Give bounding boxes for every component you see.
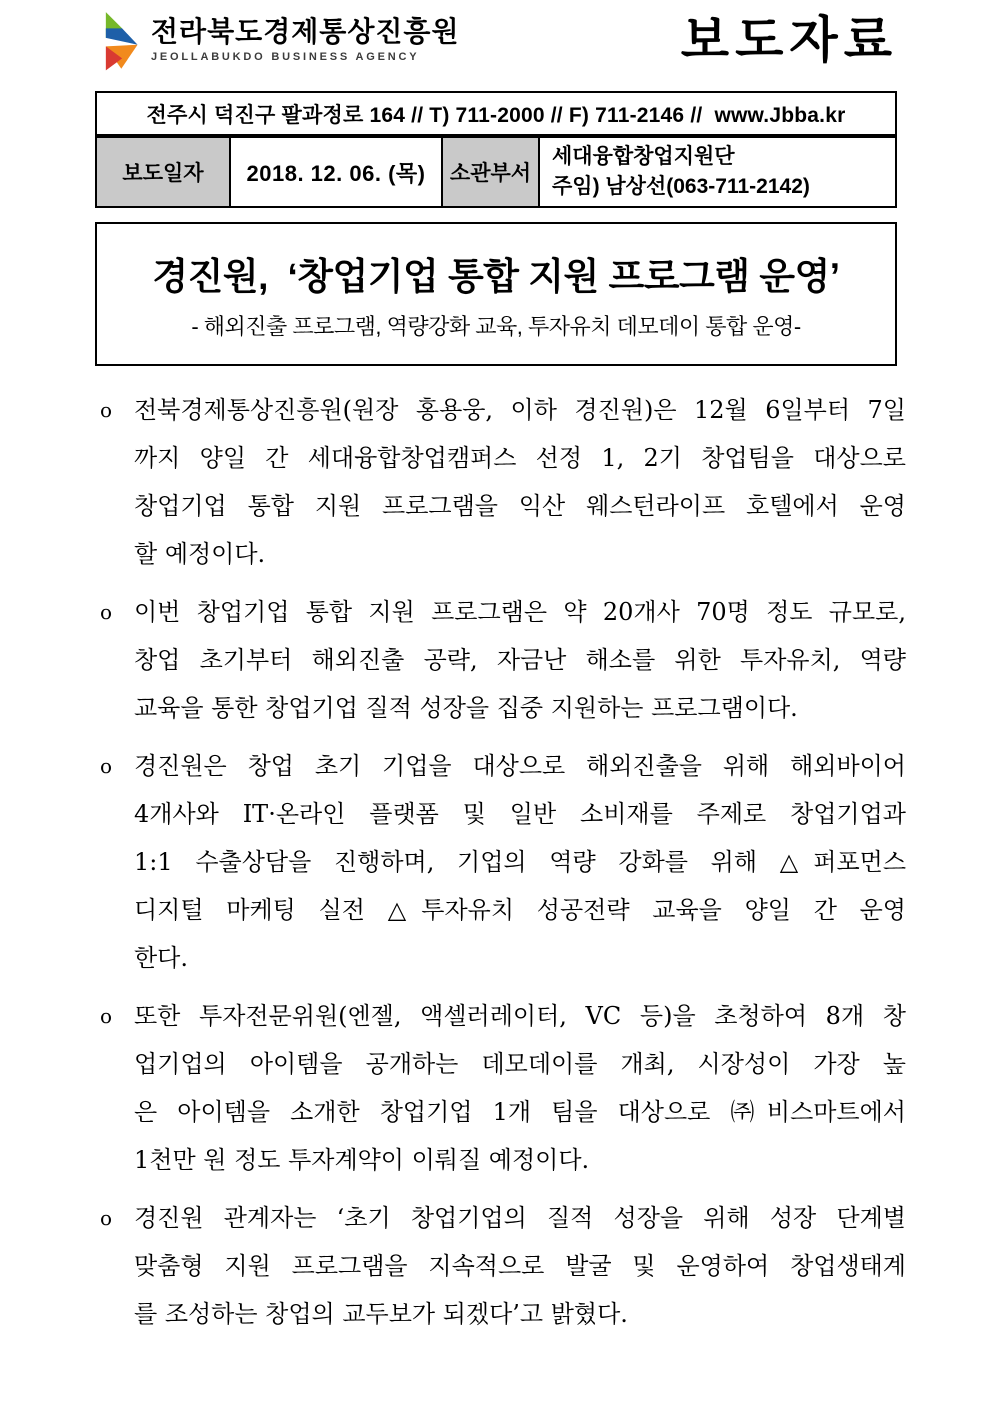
department-contact: 주임) 남상선(063-711-2142) <box>552 175 810 198</box>
body-line: 은 아이템을 소개한 창업기업 1개 팀을 대상으로 ㈜비스마트에서 <box>134 1098 906 1126</box>
body-line: 이번 창업기업 통합 지원 프로그램은 약 20개사 70명 정도 규모로, <box>134 598 906 626</box>
body-paragraph <box>100 992 906 1184</box>
doc-type-title: 보도자료 <box>680 12 898 68</box>
paragraph-lines <box>134 1194 906 1338</box>
body-line: 1:1 수출상담을 진행하며, 기업의 역량 강화를 위해 △퍼포먼스 <box>134 848 906 876</box>
bullet-marker: o <box>100 1004 113 1028</box>
body-line: 1천만 원 정도 투자계약이 이뤄질 예정이다. <box>134 1146 590 1174</box>
body-line: 창업기업 통합 지원 프로그램을 익산 웨스턴라이프 호텔에서 운영 <box>134 492 906 520</box>
agency-logo-icon <box>93 4 141 82</box>
headline-box <box>95 222 897 366</box>
headline: 경진원, ‘창업기업 통합 지원 프로그램 운영’ <box>152 256 840 297</box>
subheadline: - 해외진출 프로그램, 역량강화 교육, 투자유치 데모데이 통합 운영- <box>191 314 801 339</box>
department-name: 세대융합창업지원단 <box>552 145 735 168</box>
body-line: 전북경제통상진흥원(원장 홍용웅, 이하 경진원)은 12월 6일부터 7일 <box>134 396 906 424</box>
body-paragraph <box>100 386 906 578</box>
bullet-marker: o <box>100 1206 113 1230</box>
body-line: 교육을 통한 창업기업 질적 성장을 집중 지원하는 프로그램이다. <box>134 694 798 722</box>
release-date-label: 보도일자 <box>96 137 230 207</box>
body-line: 창업 초기부터 해외진출 공략, 자금난 해소를 위한 투자유치, 역량 <box>134 646 906 674</box>
paragraph-lines <box>134 588 906 732</box>
body-line: 할 예정이다. <box>134 540 266 568</box>
body-line: 4개사와 IT·온라인 플랫폼 및 일반 소비재를 주제로 창업기업과 <box>134 800 906 828</box>
body-line: 경진원은 창업 초기 기업을 대상으로 해외진출을 위해 해외바이어 <box>134 752 906 780</box>
paragraph-lines <box>134 386 906 578</box>
paragraph-lines <box>134 992 906 1184</box>
body-line: 맞춤형 지원 프로그램을 지속적으로 발굴 및 운영하여 창업생태계 <box>134 1252 906 1280</box>
bullet-marker: o <box>100 398 113 422</box>
body-line: 한다. <box>134 944 188 972</box>
bullet-marker: o <box>100 754 113 778</box>
agency-logo <box>93 4 460 82</box>
agency-logo-text <box>151 4 460 63</box>
body-line: 까지 양일 간 세대융합창업캠퍼스 선정 1, 2기 창업팀을 대상으로 <box>134 444 906 472</box>
info-table-row <box>96 137 896 207</box>
article-body <box>100 386 906 1348</box>
info-table <box>95 136 897 208</box>
body-paragraph <box>100 1194 906 1338</box>
body-line: 또한 투자전문위원(엔젤, 액셀러레이터, VC 등)을 초청하여 8개 창 <box>134 1002 906 1030</box>
release-date-value: 2018. 12. 06. (목) <box>230 137 442 207</box>
org-name-en: JEOLLABUKDO BUSINESS AGENCY <box>151 51 420 63</box>
address-text: 전주시 덕진구 팔과정로 164 // T) 711-2000 // F) 711-2146 // www.Jbba.kr <box>146 103 846 127</box>
department-cell <box>539 137 896 207</box>
address-bar <box>95 91 897 136</box>
body-paragraph <box>100 742 906 982</box>
body-line: 를 조성하는 창업의 교두보가 되겠다’고 밝혔다. <box>134 1300 628 1328</box>
body-line: 경진원 관계자는 ‘초기 창업기업의 질적 성장을 위해 성장 단계별 <box>134 1204 906 1232</box>
department-label: 소관부서 <box>442 137 539 207</box>
bullet-marker: o <box>100 600 113 624</box>
body-paragraph <box>100 588 906 732</box>
body-line: 디지털 마케팅 실전 △투자유치 성공전략 교육을 양일 간 운영 <box>134 896 906 924</box>
org-name: 전라북도경제통상진흥원 <box>151 16 460 47</box>
body-line: 업기업의 아이템을 공개하는 데모데이를 개최, 시장성이 가장 높 <box>134 1050 906 1078</box>
paragraph-lines <box>134 742 906 982</box>
